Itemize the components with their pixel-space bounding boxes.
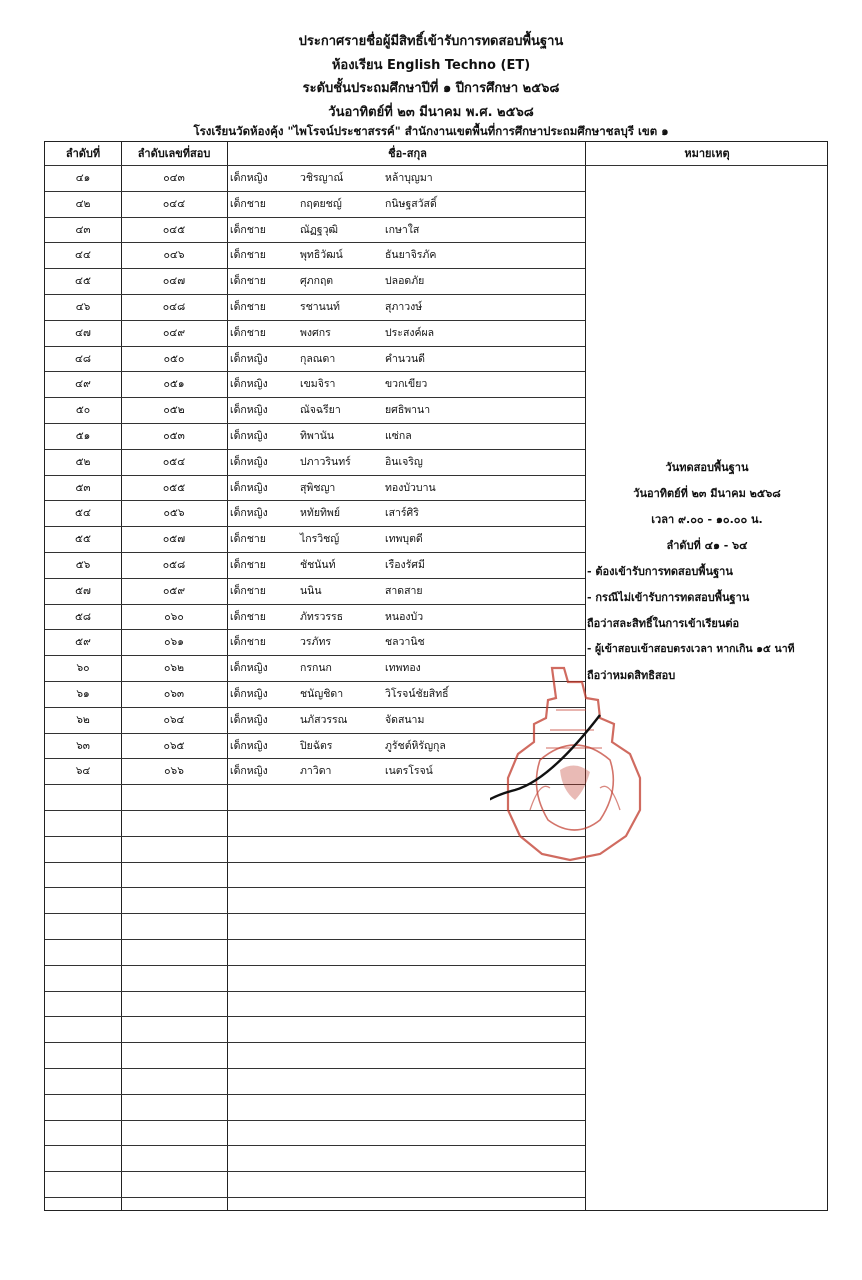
row-divider [45,1171,585,1172]
cell-no: ๔๓ [75,223,91,236]
cell-first-name: พงศกร [300,326,331,339]
cell-exam-no: ๐๔๓ [163,172,185,184]
remark-title: วันทดสอบพื้นฐาน [665,461,749,474]
cell-prefix: เด็กชาย [230,223,266,236]
cell-last-name: กนิษฐสวัสดิ์ [385,197,437,210]
remark-note-2b: ถือว่าสละสิทธิ์ในการเข้าเรียนต่อ [587,617,740,630]
cell-last-name: ทองบัวบาน [385,481,436,494]
cell-exam-no: ๐๕๓ [163,430,185,442]
cell-first-name: เขมจิรา [300,378,336,391]
cell-no: ๖๑ [76,688,90,700]
cell-first-name: รชานนท์ [300,301,340,313]
remark-note-3a: - ผู้เข้าสอบเข้าสอบตรงเวลา หากเกิน ๑๕ นาที [587,643,795,655]
header-exam-no: ลำดับเลขที่สอบ [137,147,211,160]
cell-first-name: สุพิชญา [300,481,336,494]
cell-first-name: ปภาวรินทร์ [300,455,351,468]
cell-last-name: จัดสนาม [385,713,425,726]
cell-prefix: เด็กหญิง [230,765,268,778]
cell-exam-no: ๐๖๐ [164,610,184,623]
cell-prefix: เด็กหญิง [230,430,268,442]
cell-no: ๔๘ [74,352,92,365]
cell-last-name: ขวกเขียว [385,378,428,391]
cell-no: ๖๒ [76,713,90,726]
cell-exam-no: ๐๔๖ [163,249,185,262]
cell-prefix: เด็กชาย [230,636,266,649]
cell-first-name: ชัชนันท์ [300,559,336,571]
cell-last-name: ชลวานิช [385,636,425,649]
cell-no: ๕๓ [75,481,91,494]
cell-exam-no: ๐๖๔ [163,713,185,726]
remark-date: วันอาทิตย์ที่ ๒๓ มีนาคม ๒๕๖๘ [633,487,781,500]
row-divider [45,991,585,992]
cell-no: ๕๐ [75,404,91,417]
cell-no: ๖๔ [75,765,91,778]
cell-last-name: วิโรจน์ชัยสิทธิ์ [385,688,449,700]
cell-last-name: แซ่กล [385,430,412,442]
cell-no: ๕๖ [75,559,91,571]
cell-first-name: กรกนก [300,662,332,675]
cell-prefix: เด็กหญิง [230,713,268,726]
cell-first-name: ทิพานัน [300,430,335,442]
cell-prefix: เด็กหญิง [230,739,268,752]
cell-first-name: ศุภกฤต [300,275,334,288]
cell-prefix: เด็กชาย [230,197,266,210]
cell-prefix: เด็กหญิง [230,507,268,520]
cell-no: ๔๑ [75,172,91,184]
cell-no: ๕๕ [75,533,91,546]
cell-first-name: ปิยฉัตร [300,739,333,752]
cell-no: ๔๙ [75,378,91,391]
doc-subtitle-school: โรงเรียนวัดห้องคุ้ง "ไพโรจน์ประชาสรรค์" สำนักงานเขตพื้นที่การศึกษาประถมศึกษาชลบุรี เขต ๑ [193,124,669,138]
cell-last-name: เสาร์ศิริ [385,507,419,520]
cell-no: ๔๔ [75,249,91,262]
row-divider [45,1068,585,1069]
cell-first-name: วชิรญาณ์ [300,172,344,184]
cell-exam-no: ๐๕๕ [162,481,186,494]
cell-prefix: เด็กหญิง [230,172,268,184]
cell-exam-no: ๐๔๙ [162,326,186,339]
cell-first-name: นนิน [300,584,322,597]
cell-exam-no: ๐๕๒ [163,404,185,417]
row-divider [45,913,585,914]
row-divider [45,965,585,966]
cell-no: ๕๔ [75,507,91,520]
cell-no: ๕๗ [75,584,91,597]
doc-subtitle-class: ห้องเรียน English Techno (ET) [331,58,531,73]
cell-prefix: เด็กชาย [230,559,266,571]
cell-exam-no: ๐๕๘ [162,559,186,571]
row-divider [45,1120,585,1121]
cell-last-name: หนองบัว [385,610,424,623]
cell-first-name: ชนัญชิดา [300,688,344,700]
cell-prefix: เด็กหญิง [230,352,268,365]
cell-prefix: เด็กหญิง [230,688,268,700]
cell-no: ๖๐ [76,662,90,675]
cell-prefix: เด็กชาย [230,584,266,597]
cell-exam-no: ๐๔๘ [162,301,186,313]
cell-exam-no: ๐๖๒ [164,662,184,675]
cell-exam-no: ๐๔๕ [162,223,186,236]
cell-exam-no: ๐๕๐ [163,352,185,365]
cell-first-name: ณัจฉรียา [300,404,341,417]
cell-no: ๔๗ [75,326,91,339]
remark-time: เวลา ๙.๐๐ - ๑๐.๐๐ น. [651,513,763,526]
row-divider [45,1042,585,1043]
cell-first-name: วรภัทร [300,636,332,649]
cell-no: ๕๒ [75,455,91,468]
row-divider [45,939,585,940]
cell-prefix: เด็กชาย [230,326,266,339]
cell-prefix: เด็กชาย [230,301,266,313]
cell-first-name: กฤตยชญ์ [300,197,342,210]
cell-first-name: พุทธิวัฒน์ [300,249,343,262]
cell-prefix: เด็กชาย [230,275,266,288]
remark-note-2a: - กรณีไม่เข้ารับการทดสอบพื้นฐาน [587,591,750,604]
cell-first-name: ไกรวิชญ์ [300,533,340,546]
cell-no: ๖๓ [76,739,90,752]
cell-first-name: ณัฏฐวุฒิ [300,223,338,236]
cell-last-name: ภูรัชต์หิรัญกุล [385,739,446,752]
cell-no: ๔๕ [75,275,91,288]
cell-exam-no: ๐๖๑ [164,636,184,649]
row-divider [45,1197,585,1198]
cell-last-name: เทพทอง [385,662,421,675]
row-divider [45,1145,585,1146]
student-table [44,141,828,1211]
col-divider [227,142,228,1210]
cell-prefix: เด็กหญิง [230,481,268,494]
doc-subtitle-date: วันอาทิตย์ที่ ๒๓ มีนาคม พ.ศ. ๒๕๖๘ [328,105,534,120]
cell-last-name: สุภาวงษ์ [385,301,423,313]
remark-note-3b: ถือว่าหมดสิทธิสอบ [587,669,676,682]
cell-prefix: เด็กหญิง [230,378,268,391]
cell-no: ๔๖ [75,301,91,313]
cell-first-name: ภัทรวรรธ [300,610,344,623]
cell-no: ๕๑ [75,430,91,442]
cell-first-name: นภัสวรรณ [300,713,348,726]
cell-last-name: หล้าบุญมา [385,172,433,184]
school-seal-icon [490,660,660,870]
header-name: ชื่อ-สกุล [388,147,427,160]
cell-exam-no: ๐๖๖ [164,765,184,778]
cell-exam-no: ๐๕๙ [162,584,186,597]
cell-last-name: คำนวนดี [385,352,425,365]
cell-last-name: เรืองรัศมี [385,559,425,571]
header-remark: หมายเหตุ [684,147,730,160]
cell-last-name: ปลอดภัย [385,275,425,288]
cell-exam-no: ๐๕๑ [163,378,185,391]
cell-no: ๔๒ [75,197,91,210]
cell-last-name: ยศธิพานา [385,404,431,417]
cell-first-name: หทัยทิพย์ [300,507,340,520]
cell-first-name: กุลณดา [300,352,336,365]
cell-prefix: เด็กหญิง [230,404,268,417]
cell-prefix: เด็กชาย [230,249,266,262]
header-divider [45,165,827,166]
remark-range: ลำดับที่ ๔๑ - ๖๔ [666,539,748,552]
cell-no: ๕๙ [75,636,91,649]
cell-prefix: เด็กชาย [230,610,266,623]
cell-last-name: เทพบุตดี [385,533,423,546]
cell-last-name: เนตรโรจน์ [385,765,433,778]
cell-no: ๕๘ [74,610,92,623]
cell-last-name: สาดสาย [385,584,423,597]
cell-exam-no: ๐๕๗ [162,533,186,546]
cell-prefix: เด็กชาย [230,533,266,546]
cell-exam-no: ๐๔๗ [162,275,186,288]
row-divider [45,887,585,888]
cell-last-name: เกษาใส [385,223,420,236]
cell-prefix: เด็กหญิง [230,455,268,468]
cell-prefix: เด็กหญิง [230,662,268,675]
cell-exam-no: ๐๖๓ [163,688,185,700]
row-divider [45,1016,585,1017]
cell-exam-no: ๐๔๔ [162,197,186,210]
remark-note-1: - ต้องเข้ารับการทดสอบพื้นฐาน [587,565,733,578]
cell-last-name: ประสงค์ผล [385,326,435,339]
cell-last-name: ธันยาจิรภัค [385,249,437,262]
doc-title: ประกาศรายชื่อผู้มีสิทธิ์เข้ารับการทดสอบพื้นฐาน [298,34,564,49]
header-no: ลำดับที่ [65,147,101,160]
doc-subtitle-level: ระดับชั้นประถมศึกษาปีที่ ๑ ปีการศึกษา ๒๕๖๘ [302,81,560,96]
cell-exam-no: ๐๕๔ [162,455,186,468]
row-divider [45,1094,585,1095]
cell-exam-no: ๐๕๖ [163,507,185,520]
cell-exam-no: ๐๖๕ [163,739,185,752]
cell-first-name: ภาวิดา [300,765,332,778]
cell-last-name: อินเจริญ [385,455,423,468]
